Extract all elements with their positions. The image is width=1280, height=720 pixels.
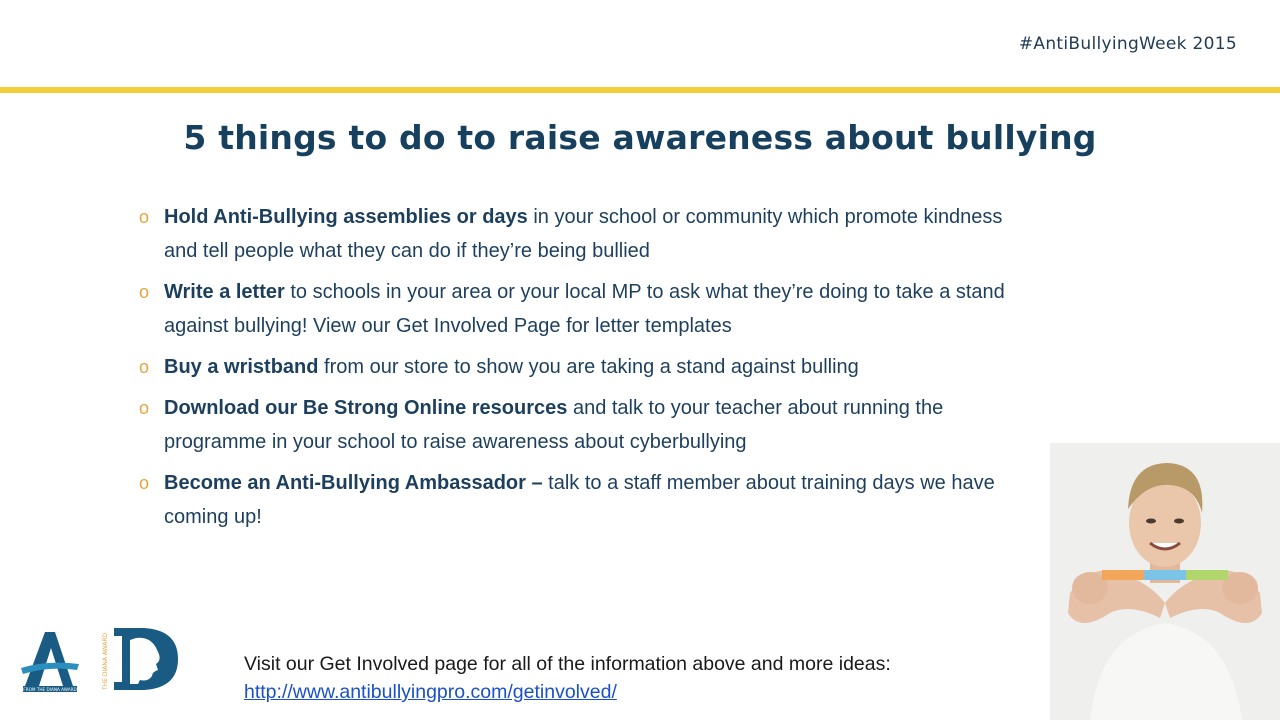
list-item	[137, 391, 1007, 459]
hashtag-label: #AntiBullyingWeek 2015	[1018, 34, 1237, 54]
header-divider	[0, 87, 1280, 93]
list-item	[137, 350, 1007, 384]
list-item-heading: Become an Anti-Bullying Ambassador –	[164, 472, 543, 494]
list-item-heading: Buy a wristband	[164, 356, 319, 378]
awareness-list	[137, 200, 1007, 541]
diana-award-logo	[100, 626, 182, 692]
bullet-marker: o	[139, 207, 150, 227]
list-item	[137, 200, 1007, 268]
list-item-text: in your school or community which promote kindness and tell people what they can do if they’re being bullied	[164, 206, 1003, 262]
bullet-marker: o	[139, 282, 150, 302]
bullet-marker: o	[139, 398, 150, 418]
anti-bullying-logo	[17, 624, 83, 692]
list-item-text: and talk to your teacher about running the programme in your school to raise awareness about cyberbullying	[164, 397, 944, 453]
list-item-text: talk to a staff member about training days we have coming up!	[164, 472, 995, 528]
list-item-text: from our store to show you are taking a stand against bulling	[318, 356, 859, 378]
list-item-heading: Hold Anti-Bullying assemblies or days	[164, 206, 528, 228]
bullet-marker: o	[139, 357, 150, 377]
list-item-heading: Download our Be Strong Online resources	[164, 397, 568, 419]
anti-bullying-logo-subtext: FROM THE DIANA AWARD	[23, 687, 77, 692]
wristband-photo-illustration	[1050, 443, 1280, 720]
slide-title: 5 things to do to raise awareness about bullying	[183, 118, 1097, 157]
wristband-photo	[1050, 443, 1280, 720]
list-item-text: to schools in your area or your local MP to ask what they’re doing to take a stand against bullying! View our Get Involved Page for letter templates	[164, 281, 1005, 337]
get-involved-link[interactable]: http://www.antibullyingpro.com/getinvolved/	[244, 681, 617, 703]
bullet-marker: o	[139, 473, 150, 493]
footer-text: Visit our Get Involved page for all of the information above and more ideas:	[244, 653, 891, 675]
list-item-heading: Write a letter	[164, 281, 285, 303]
list-item	[137, 275, 1007, 343]
diana-award-vertical-text: THE DIANA AWARD	[102, 632, 109, 690]
list-item	[137, 466, 1007, 534]
footer-note	[244, 650, 891, 706]
